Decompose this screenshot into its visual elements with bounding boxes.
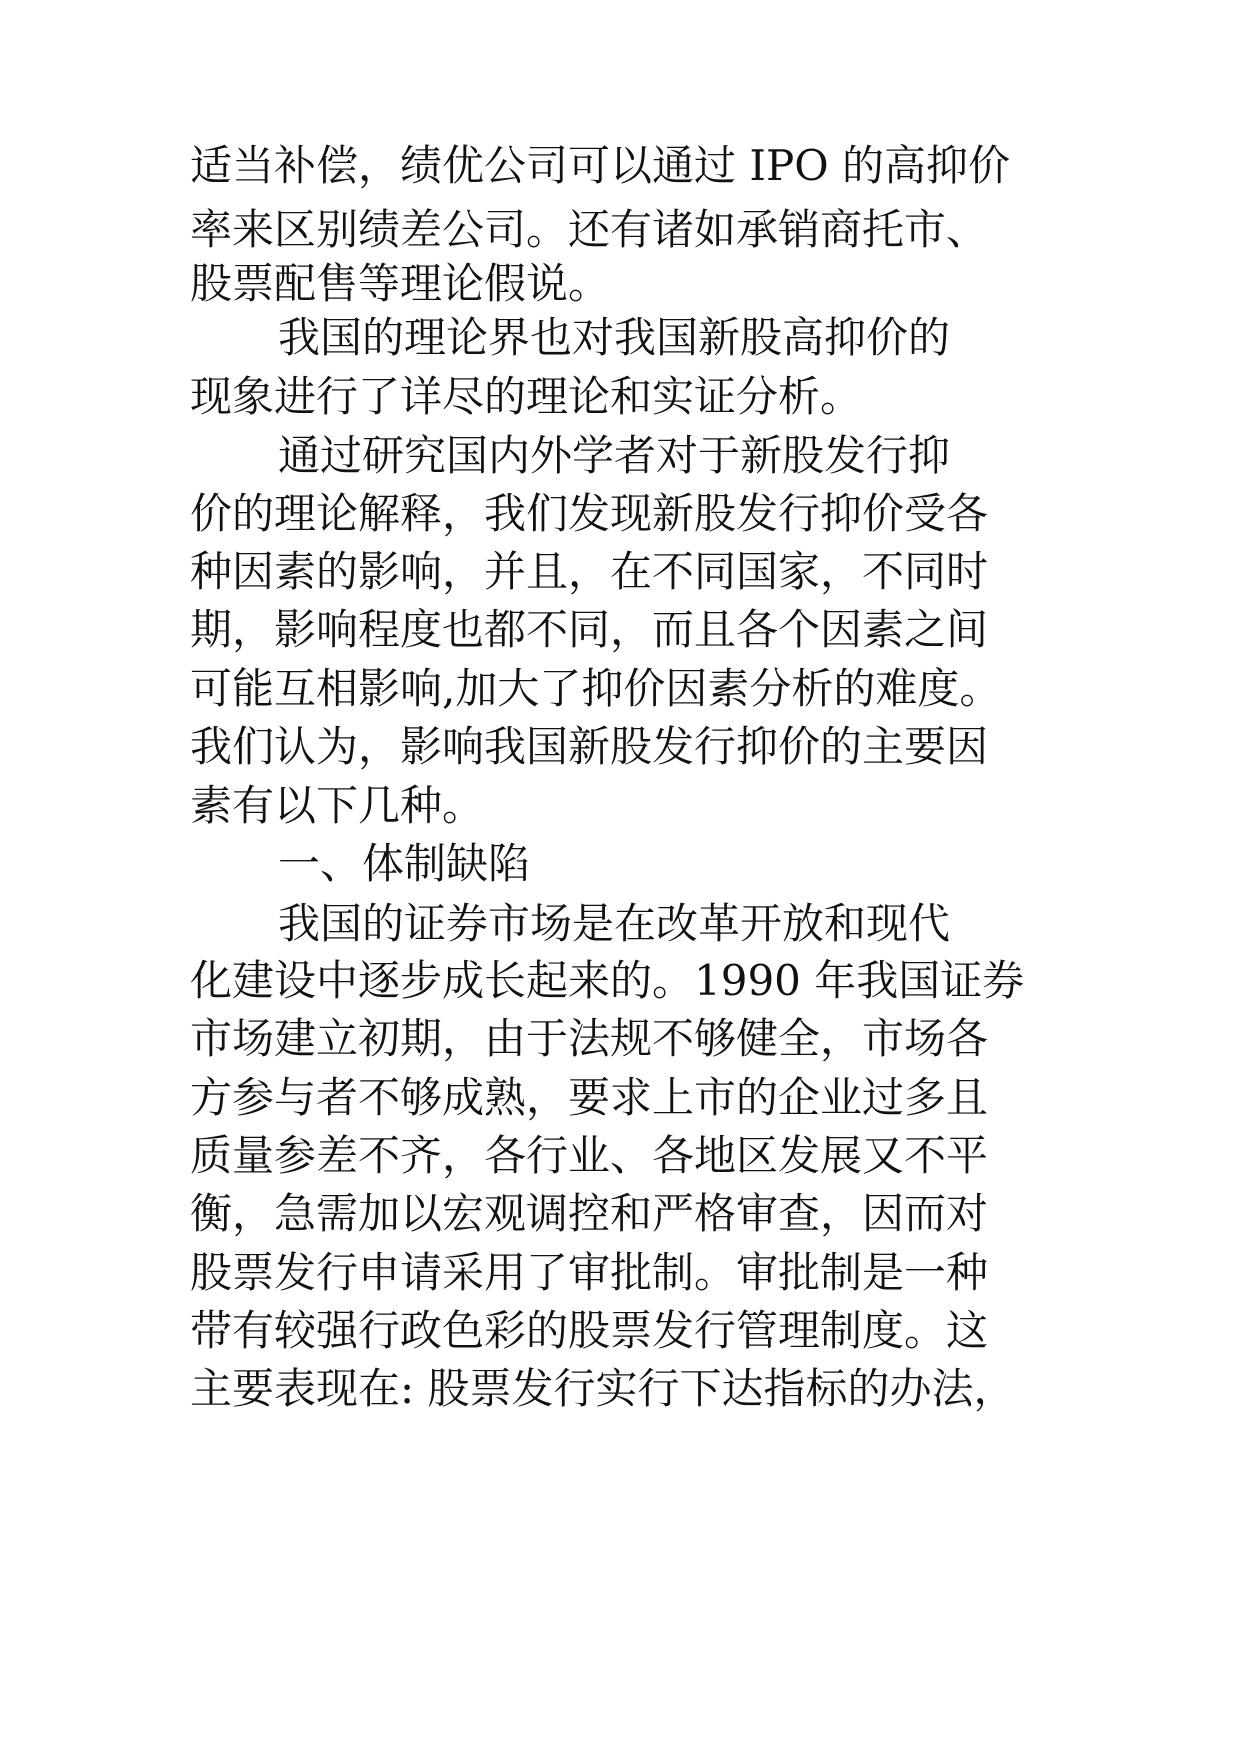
text-line: 适当补偿，绩优公司可以通过 IPO 的高抑价 (190, 141, 1010, 190)
text-line: 方参与者不够成熟，要求上市的企业过多且 (190, 1073, 989, 1122)
text-line: 主要表现在: 股票发行实行下达指标的办法， (190, 1364, 1016, 1413)
section-heading: 一、体制缺陷 (278, 839, 531, 888)
text-line: 化建设中逐步成长起来的。1990 年我国证券 (190, 956, 1025, 1005)
paragraph-start-line: 我国的理论界也对我国新股高抑价的 (278, 313, 951, 362)
text-line: 质量参差不齐，各行业、各地区发展又不平 (190, 1131, 989, 1180)
text-line: 衡，急需加以宏观调控和严格审查，因而对 (190, 1189, 989, 1238)
text-line: 率来区别绩差公司。还有诸如承销商托市、 (190, 205, 989, 254)
text-line: 价的理论解释，我们发现新股发行抑价受各 (190, 489, 989, 538)
paragraph-start-line: 我国的证券市场是在改革开放和现代 (278, 899, 951, 948)
text-line: 股票配售等理论假说。 (190, 259, 611, 308)
text-line: 可能互相影响,加大了抑价因素分析的难度。 (190, 664, 1002, 713)
text-line: 股票发行申请采用了审批制。审批制是一种 (190, 1248, 989, 1297)
text-line: 素有以下几种。 (190, 781, 485, 830)
text-line: 市场建立初期，由于法规不够健全，市场各 (190, 1014, 989, 1063)
text-line: 种因素的影响，并且，在不同国家，不同时 (190, 547, 989, 596)
text-line: 现象进行了详尽的理论和实证分析。 (190, 372, 863, 421)
text-line: 期，影响程度也都不同，而且各个因素之间 (190, 605, 989, 654)
text-line: 带有较强行政色彩的股票发行管理制度。这 (190, 1306, 989, 1355)
text-line: 我们认为，影响我国新股发行抑价的主要因 (190, 722, 989, 771)
paragraph-start-line: 通过研究国内外学者对于新股发行抑 (278, 431, 951, 480)
